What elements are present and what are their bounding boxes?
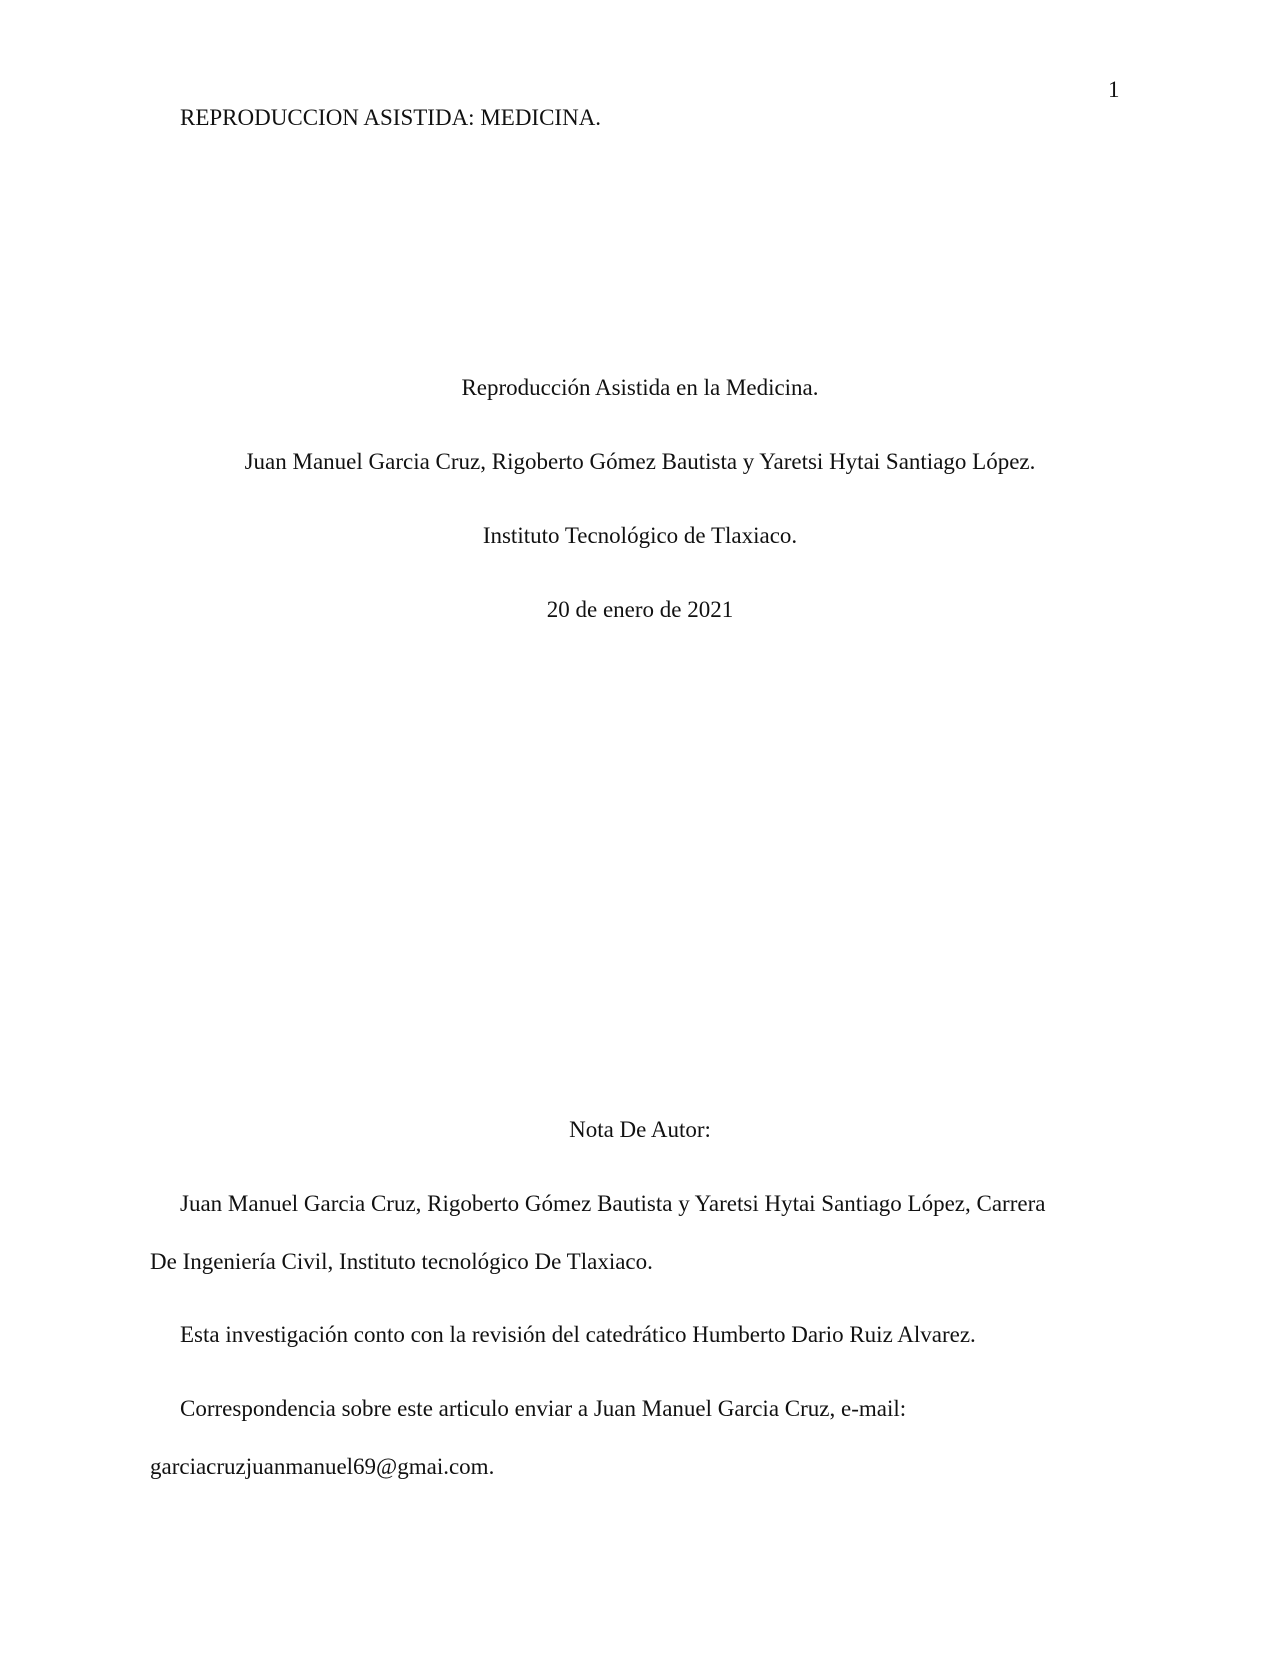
author-note-paragraph-3-line-1: Correspondencia sobre este articulo enviar a Juan Manuel Garcia Cruz, e-mail: xyxy=(180,1396,907,1421)
paper-title: Reproducción Asistida en la Medicina. xyxy=(461,375,819,400)
running-head: REPRODUCCION ASISTIDA: MEDICINA. xyxy=(180,105,602,130)
author-email: garciacruzjuanmanuel69@gmai.com. xyxy=(150,1454,495,1479)
author-note-paragraph-2: Esta investigación conto con la revisión del catedrático Humberto Dario Ruiz Alvarez. xyxy=(180,1322,976,1347)
author-note-paragraph-1-line-2: De Ingeniería Civil, Instituto tecnológico De Tlaxiaco. xyxy=(150,1249,653,1274)
page-number: 1 xyxy=(1108,77,1120,102)
date: 20 de enero de 2021 xyxy=(546,597,734,622)
author-note-paragraph-1-line-1: Juan Manuel Garcia Cruz, Rigoberto Gómez Bautista y Yaretsi Hytai Santiago López, Carrera xyxy=(180,1191,1046,1216)
author-list: Juan Manuel Garcia Cruz, Rigoberto Gómez Bautista y Yaretsi Hytai Santiago López. xyxy=(244,449,1036,474)
author-note-heading: Nota De Autor: xyxy=(569,1117,711,1142)
institution: Instituto Tecnológico de Tlaxiaco. xyxy=(482,523,798,548)
